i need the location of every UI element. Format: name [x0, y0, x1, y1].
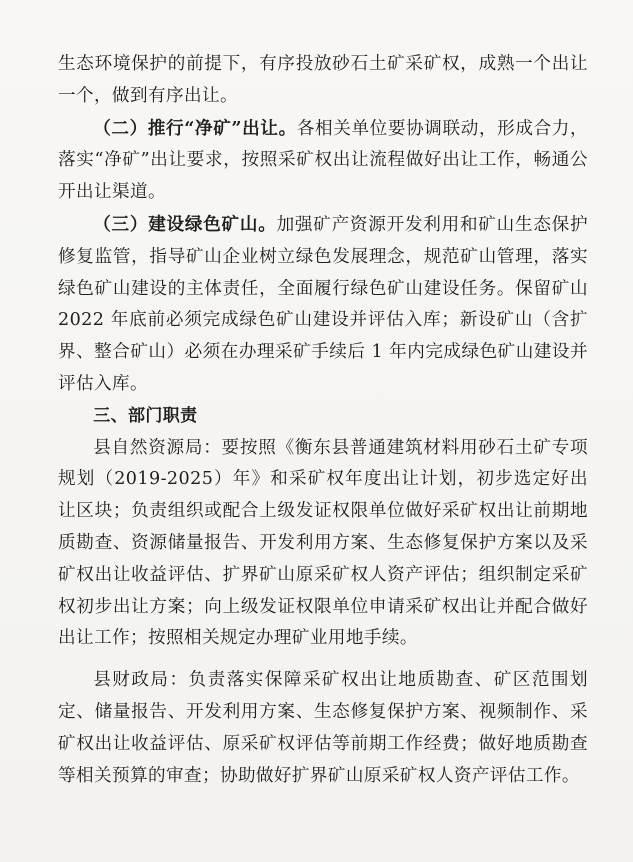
paragraph-pure-mine-transfer	[58, 113, 588, 209]
document-body	[58, 49, 588, 792]
paragraph-continuation	[58, 49, 588, 113]
subheading-pure-mine: （二）推行“净矿”出让。	[93, 117, 297, 139]
section-heading: 三、部门职责	[93, 405, 198, 426]
paragraph-finance-bureau	[58, 665, 588, 792]
paragraph-natural-resources-bureau	[58, 433, 588, 656]
paragraph-text: 县财政局：负责落实保障采矿权出让地质勘查、矿区范围划定、储量报告、开发利用方案、生态修复保护方案、视频制作、采矿权出让收益评估、原采矿权评估等前期工作经费；做好地质勘查等相关预算的审查；协助做好扩界矿山原采矿权人资产评估工作。	[58, 670, 588, 786]
paragraph-green-mine	[58, 209, 588, 401]
paragraph-text: 加强矿产资源开发利用和矿山生态保护修复监管，指导矿山企业树立绿色发展理念，规范矿山管理，落实绿色矿山建设的主体责任，全面履行绿色矿山建设任务。保留矿山 2022 年底前必须完成绿色矿山建设并评估入库；新设矿山（含扩界、整合矿山）必须在办理采矿手续后 1 年内完成绿色矿山建设并评估入库。	[58, 214, 588, 394]
paragraph-text: 各相关单位要协调联动，形成合力，落实“净矿”出让要求，按照采矿权出让流程做好出让工作，畅通公开出让渠道。	[58, 118, 589, 203]
subheading-green-mine: （三）建设绿色矿山。	[93, 213, 277, 235]
paragraph-text: 县自然资源局：要按照《衡东县普通建筑材料用砂石土矿专项规划（2019-2025）年》和采矿权年度出让计划，初步选定好出让区块；负责组织或配合上级发证权限单位做好采矿权出让前期地质勘查、资源储量报告、开发利用方案、生态修复保护方案以及采矿权出让收益评估、扩界矿山原采矿权人资产评估；组织制定采矿权初步出让方案；向上级发证权限单位申请采矿权出让并配合做好出让工作；按照相关规定办理矿业用地手续。	[58, 437, 588, 649]
section-heading-responsibilities	[58, 401, 588, 433]
paragraph-text: 生态环境保护的前提下，有序投放砂石土矿采矿权，成熟一个出让一个，做到有序出让。	[58, 54, 588, 106]
